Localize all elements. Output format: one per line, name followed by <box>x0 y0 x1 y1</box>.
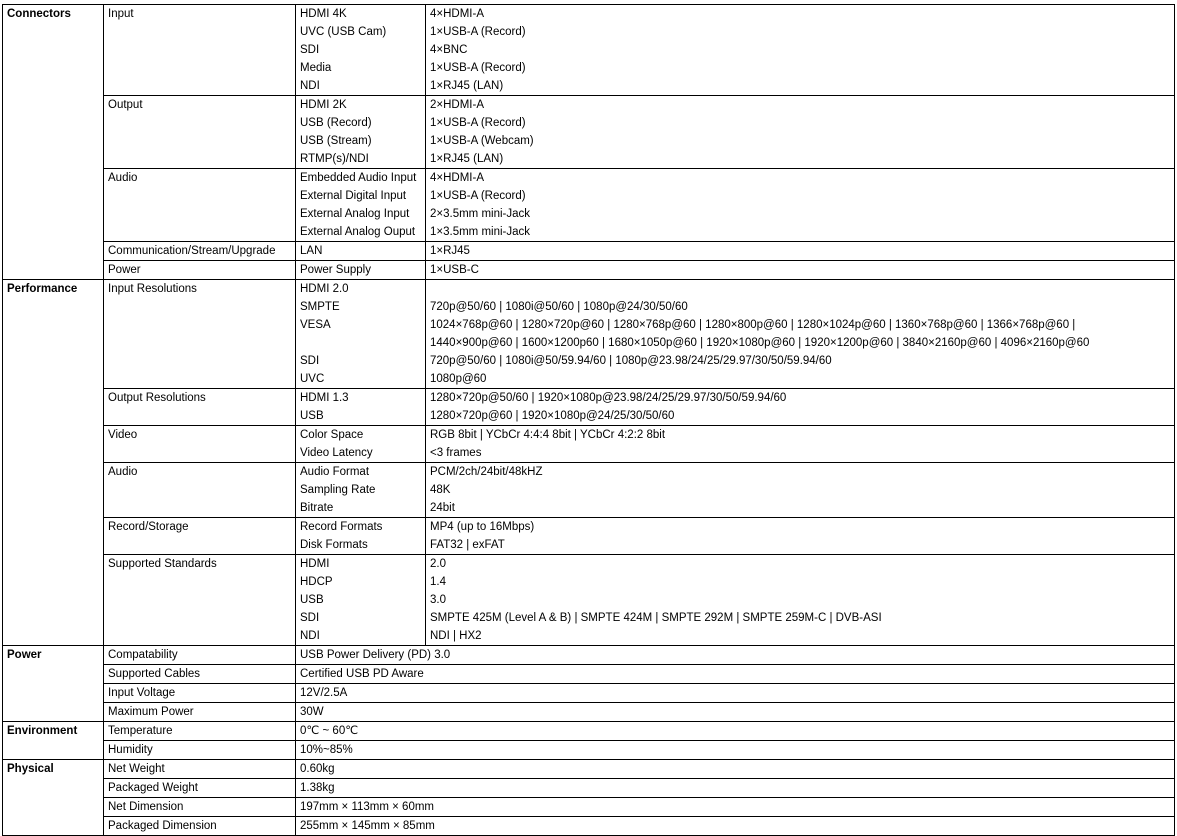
spec-item-row <box>3 798 1175 817</box>
spec-value: 1×USB-A (Record) <box>430 26 526 38</box>
subcategory-cell: Input Resolutions <box>104 280 296 389</box>
spec-label: SMPTE <box>300 301 340 313</box>
spec-item-row <box>3 665 1175 684</box>
spec-group-row <box>3 280 1175 389</box>
spec-item-row <box>3 741 1175 760</box>
spec-label: RTMP(s)/NDI <box>300 153 369 165</box>
spec-label: NDI <box>300 630 320 642</box>
spec-value: 255mm × 145mm × 85mm <box>296 817 1175 836</box>
spec-group-row <box>3 96 1175 169</box>
spec-label: SDI <box>300 355 320 367</box>
spec-value: 1×USB-C <box>430 264 479 276</box>
spec-label: Sampling Rate <box>300 484 376 496</box>
spec-value: 1×RJ45 <box>430 245 470 257</box>
subcategory-cell: Packaged Dimension <box>104 817 296 836</box>
spec-value: FAT32 | exFAT <box>430 539 505 551</box>
subcategory-cell: Maximum Power <box>104 703 296 722</box>
spec-label: LAN <box>300 245 323 257</box>
spec-label: USB (Record) <box>300 117 372 129</box>
subcategory-cell: Audio <box>104 169 296 242</box>
label-column <box>296 242 426 261</box>
value-column <box>426 5 1175 96</box>
spec-value: 4×HDMI-A <box>430 8 484 20</box>
spec-value: RGB 8bit | YCbCr 4:4:4 8bit | YCbCr 4:2:2 8bit <box>430 429 666 441</box>
spec-value: 2.0 <box>430 558 446 570</box>
spec-label: HDMI 2K <box>300 99 347 111</box>
spec-value: MP4 (up to 16Mbps) <box>430 521 535 533</box>
spec-group-row <box>3 555 1175 646</box>
spec-value: <3 frames <box>430 447 482 459</box>
spec-label: Audio Format <box>300 466 370 478</box>
spec-label: Color Space <box>300 429 364 441</box>
category-cell: Environment <box>3 722 104 760</box>
spec-value: 1.38kg <box>296 779 1175 798</box>
spec-value <box>426 280 1174 298</box>
spec-value: 2×3.5mm mini-Jack <box>430 208 531 220</box>
spec-value: 1×USB-A (Webcam) <box>430 135 534 147</box>
subcategory-cell: Record/Storage <box>104 518 296 555</box>
label-column <box>296 261 426 280</box>
spec-value: USB Power Delivery (PD) 3.0 <box>296 646 1175 665</box>
subcategory-cell: Audio <box>104 463 296 518</box>
subcategory-cell: Video <box>104 426 296 463</box>
spec-value: 10%~85% <box>296 741 1175 760</box>
spec-value: 24bit <box>430 502 455 514</box>
spec-value: 3.0 <box>430 594 446 606</box>
spec-value: 1280×720p@50/60 | 1920×1080p@23.98/24/25/29.97/30/50/59.94/60 <box>430 392 787 404</box>
spec-label: HDCP <box>300 576 333 588</box>
spec-label: NDI <box>300 80 320 92</box>
value-column <box>426 96 1175 169</box>
spec-label: HDMI 2.0 <box>300 283 349 295</box>
subcategory-cell: Output <box>104 96 296 169</box>
spec-item-row <box>3 779 1175 798</box>
value-column <box>426 280 1175 389</box>
spec-label: Media <box>300 62 332 74</box>
spec-label: USB <box>300 410 324 422</box>
spec-value: 30W <box>296 703 1175 722</box>
subcategory-cell: Input Voltage <box>104 684 296 703</box>
spec-value: 12V/2.5A <box>296 684 1175 703</box>
spec-label: External Analog Ouput <box>300 226 416 238</box>
spec-label: UVC (USB Cam) <box>300 26 387 38</box>
spec-value: 4×BNC <box>430 44 468 56</box>
label-column <box>296 389 426 426</box>
spec-label: Video Latency <box>300 447 373 459</box>
spec-label: HDMI <box>300 558 330 570</box>
spec-group-row <box>3 169 1175 242</box>
spec-value: 720p@50/60 | 1080i@50/59.94/60 | 1080p@23.98/24/25/29.97/30/50/59.94/60 <box>430 355 832 367</box>
spec-value: 0.60kg <box>296 760 1175 779</box>
label-column <box>296 169 426 242</box>
spec-value: 1024×768p@60 | 1280×720p@60 | 1280×768p@60 | 1280×800p@60 | 1280×1024p@60 | 1360×768p@60 | 1366×768p@60 | <box>430 319 1076 331</box>
spec-group-row <box>3 389 1175 426</box>
category-cell: Performance <box>3 280 104 646</box>
spec-value: 48K <box>430 484 451 496</box>
subcategory-cell: Supported Cables <box>104 665 296 684</box>
spec-value: 1×USB-A (Record) <box>430 190 526 202</box>
value-column <box>426 169 1175 242</box>
spec-value: 1280×720p@60 | 1920×1080p@24/25/30/50/60 <box>430 410 675 422</box>
label-column <box>296 426 426 463</box>
spec-value: 1×RJ45 (LAN) <box>430 153 504 165</box>
value-column <box>426 242 1175 261</box>
spec-value: PCM/2ch/24bit/48kHZ <box>430 466 543 478</box>
value-column <box>426 463 1175 518</box>
spec-table <box>2 4 1175 836</box>
label-column <box>296 5 426 96</box>
spec-label: UVC <box>300 373 325 385</box>
label-column <box>296 463 426 518</box>
spec-label <box>296 334 425 352</box>
spec-item-row <box>3 722 1175 741</box>
value-column <box>426 555 1175 646</box>
spec-label: USB <box>300 594 324 606</box>
spec-value: 1440×900p@60 | 1600×1200p60 | 1680×1050p@60 | 1920×1080p@60 | 1920×1200p@60 | 3840×2160p@60 | 4096×2160p@60 <box>430 337 1090 349</box>
spec-group-row <box>3 242 1175 261</box>
value-column <box>426 389 1175 426</box>
subcategory-cell: Supported Standards <box>104 555 296 646</box>
spec-value: 1×USB-A (Record) <box>430 62 526 74</box>
spec-value: SMPTE 425M (Level A & B) | SMPTE 424M | SMPTE 292M | SMPTE 259M-C | DVB-ASI <box>430 612 882 624</box>
spec-label: SDI <box>300 44 320 56</box>
spec-group-row <box>3 426 1175 463</box>
spec-label: External Digital Input <box>300 190 407 202</box>
subcategory-cell: Humidity <box>104 741 296 760</box>
spec-group-row <box>3 261 1175 280</box>
spec-item-row <box>3 703 1175 722</box>
label-column <box>296 280 426 389</box>
spec-item-row <box>3 684 1175 703</box>
spec-value: 1×3.5mm mini-Jack <box>430 226 531 238</box>
subcategory-cell: Temperature <box>104 722 296 741</box>
value-column <box>426 518 1175 555</box>
category-cell: Power <box>3 646 104 722</box>
spec-value: 2×HDMI-A <box>430 99 484 111</box>
spec-value: 720p@50/60 | 1080i@50/60 | 1080p@24/30/50/60 <box>430 301 688 313</box>
subcategory-cell: Power <box>104 261 296 280</box>
spec-value: 4×HDMI-A <box>430 172 484 184</box>
spec-label: Record Formats <box>300 521 383 533</box>
subcategory-cell: Net Weight <box>104 760 296 779</box>
spec-label: VESA <box>300 319 331 331</box>
subcategory-cell: Communication/Stream/Upgrade <box>104 242 296 261</box>
spec-value: 197mm × 113mm × 60mm <box>296 798 1175 817</box>
spec-item-row <box>3 646 1175 665</box>
spec-label: External Analog Input <box>300 208 410 220</box>
spec-group-row <box>3 463 1175 518</box>
subcategory-cell: Net Dimension <box>104 798 296 817</box>
spec-group-row <box>3 5 1175 96</box>
spec-label: Embedded Audio Input <box>300 172 417 184</box>
spec-value: 1080p@60 <box>430 373 487 385</box>
subcategory-cell: Packaged Weight <box>104 779 296 798</box>
subcategory-cell: Compatability <box>104 646 296 665</box>
spec-label: Disk Formats <box>300 539 368 551</box>
label-column <box>296 518 426 555</box>
spec-value: 1×RJ45 (LAN) <box>430 80 504 92</box>
category-cell: Connectors <box>3 5 104 280</box>
spec-value: NDI | HX2 <box>430 630 482 642</box>
spec-group-row <box>3 518 1175 555</box>
spec-label: SDI <box>300 612 320 624</box>
spec-label: USB (Stream) <box>300 135 372 147</box>
spec-value: Certified USB PD Aware <box>296 665 1175 684</box>
spec-label: Bitrate <box>300 502 334 514</box>
label-column <box>296 96 426 169</box>
spec-label: HDMI 1.3 <box>300 392 349 404</box>
spec-item-row <box>3 817 1175 836</box>
spec-label: Power Supply <box>300 264 371 276</box>
spec-value: 1.4 <box>430 576 446 588</box>
subcategory-cell: Input <box>104 5 296 96</box>
spec-value: 0℃ ~ 60℃ <box>296 722 1175 741</box>
category-cell: Physical <box>3 760 104 836</box>
subcategory-cell: Output Resolutions <box>104 389 296 426</box>
value-column <box>426 426 1175 463</box>
spec-value: 1×USB-A (Record) <box>430 117 526 129</box>
label-column <box>296 555 426 646</box>
spec-item-row <box>3 760 1175 779</box>
value-column <box>426 261 1175 280</box>
spec-label: HDMI 4K <box>300 8 347 20</box>
